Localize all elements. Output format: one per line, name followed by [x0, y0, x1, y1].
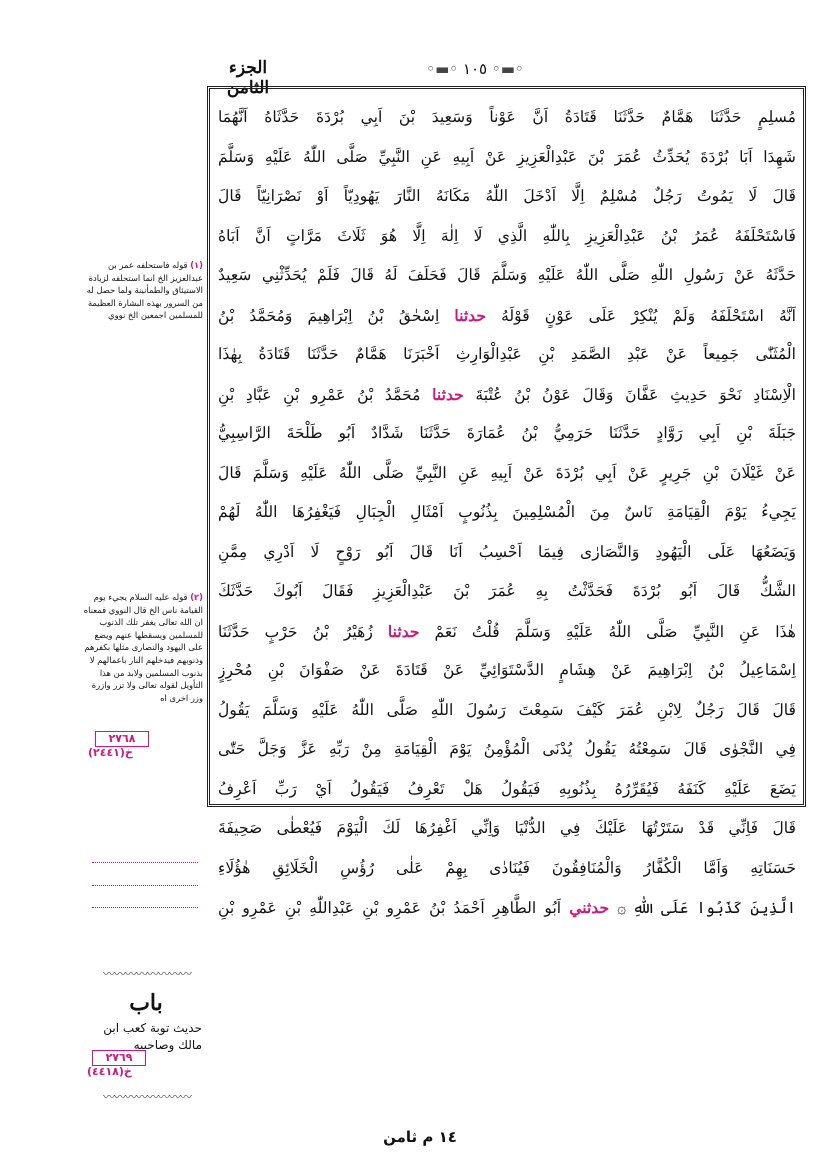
page-number — [420, 60, 530, 78]
text-line: عَنْ غَيْلَانَ بْنِ جَرِيرٍ عَنْ اَبِي بُرْدَةَ عَنْ اَبِيهِ عَنِ النَّبِيِّ صَلَّى اللّٰهُ عَلَيْهِ وَسَلَّمَ قَالَ — [218, 463, 796, 482]
wave-divider-icon: 〰〰〰〰〰〰〰〰 — [102, 967, 191, 981]
ornament-left-icon: ◦▬◦ — [491, 60, 524, 78]
main-text — [218, 98, 796, 917]
text-line: الشَّكُّ قَالَ اَبُو بُرْدَةَ فَحَدَّثْتُ بِهِ عُمَرَ بْنَ عَبْدِالْعَزِيزِ فَقَالَ اَبُوكَ حَدَّثَكَ — [218, 582, 796, 600]
bab-title: حديث توبة كعب ابن مالك وصاحبيه — [103, 1021, 202, 1052]
text-line: قَالَ قَالَ رَجُلٌ لِابْنِ عُمَرَ كَيْفَ سَمِعْتَ رَسُولَ اللّٰهِ صَلَّى اللّٰهُ عَلَيْهِ وَسَلَّمَ يَقُولُ — [218, 700, 796, 719]
text-line: وَيَضَعُهَا عَلَى الْيَهُودِ وَالنَّصَارٰى فِيمَا اَحْسِبُ اَنَا قَالَ اَبُو رَوْحٍ لَا اَدْرِي مِمَّنِ — [218, 542, 796, 561]
dotted-rule — [92, 862, 198, 863]
text-line: جَبَلَةَ بْنِ اَبِي رَوَّادٍ حَدَّثَنَا حَرَمِيُّ بْنُ عُمَارَةَ حَدَّثَنَا شَدَّادٌ اَبُو طَلْحَةَ الرَّاسِبِيُّ — [218, 424, 796, 442]
footnote-marker: (٢) — [190, 592, 203, 602]
text-line: اَنَّهُ اسْتَحْلَفَهُ وَلَمْ يُنْكِرْ عَلَى عَوْنٍ قَوْلَهُ حدثنا اِسْحٰقُ بْنُ اِبْرَاهِيمَ وَمُحَمَّدُ بْنُ — [218, 305, 796, 325]
bukhari-reference: خ(٢٤٤١) — [88, 746, 133, 759]
text-line: قَالَ لَا يَمُوتُ رَجُلٌ مُسْلِمٌ اِلَّا اَدْخَلَ اللّٰهُ مَكَانَهُ النَّارَ يَهُودِيّاً اَوْ نَصْرَانِيّاً قَالَ — [218, 187, 796, 205]
ornament-right-icon: ◦▬◦ — [426, 60, 459, 78]
text-line: قَالَ فَاِنِّي قَدْ سَتَرْتُهَا عَلَيْكَ فِي الدُّنْيَا وَاِنِّي اَغْفِرُهَا لَكَ الْيَوْمَ فَيُعْطٰى صَحِيفَةَ — [218, 819, 796, 837]
hadith-number-box: ٢٧٦٩ — [92, 1050, 146, 1066]
text-line: حَدَّثَهُ عَنْ رَسُولِ اللّٰهِ صَلَّى اللّٰهُ عَلَيْهِ وَسَلَّمَ قَالَ فَحَلَفَ لَهُ قَالَ فَلَمْ يُحَدِّثْنِي سَعِيدٌ — [218, 266, 796, 284]
wave-divider-icon: 〰〰〰〰〰〰〰〰 — [102, 1090, 191, 1104]
text-line: يَجِيءُ يَوْمَ الْقِيَامَةِ نَاسٌ مِنَ الْمُسْلِمِينَ بِذُنُوبٍ اَمْثَالِ الْجِبَالِ فَيَغْفِرُهَا اللّٰهُ لَهُمْ — [218, 503, 796, 521]
bab-heading: باب — [129, 990, 163, 1016]
text-line: فَاسْتَحْلَفَهُ عُمَرُ بْنُ عَبْدِالْعَزِيزِ بِاللّٰهِ الَّذِي لَا اِلٰهَ اِلَّا هُوَ ثَلَاثَ مَرَّاتٍ اَنَّ اَبَاهُ — [218, 226, 796, 245]
bukhari-reference: خ(٤٤١٨) — [87, 1065, 132, 1078]
margin-footnote-1 — [80, 259, 203, 322]
margin-footnote-2 — [80, 591, 203, 704]
haddathana-marker: حدثني — [569, 898, 610, 917]
text-line: حَسَنَاتِهِ وَاَمَّا الْكُفَّارُ وَالْمُنَافِقُونَ فَيُنَادٰى بِهِمْ عَلٰى رُؤُسِ الْخَلَائِقِ هٰؤُلَاءِ — [218, 858, 796, 877]
dotted-rule — [92, 885, 198, 886]
text-line: اِسْمَاعِيلُ بْنُ اِبْرَاهِيمَ عَنْ هِشَامٍ الدَّسْتَوَائِيِّ عَنْ قَتَادَةَ عَنْ صَفْوَانَ بْنِ مُحْرِزٍ — [218, 661, 796, 679]
text-line: هٰذَا عَنِ النَّبِيِّ صَلَّى اللّٰهُ عَلَيْهِ وَسَلَّمَ قُلْتُ نَعَمْ حدثنا زُهَيْرُ بْنُ حَرْبٍ حَدَّثَنَا — [218, 621, 796, 641]
hadith-number-box: ٢٧٦٨ — [95, 731, 149, 747]
text-line: الْمُثَنّٰى جَمِيعاً عَنْ عَبْدِ الصَّمَدِ بْنِ عَبْدِالْوَارِثِ اَخْبَرَنَا هَمَّامٌ حَدَّثَنَا قَتَادَةُ بِهٰذَا — [218, 345, 796, 363]
text-line: الْاِسْنَادِ نَحْوَ حَدِيثِ عَفَّانَ وَقَالَ عَوْنُ بْنُ عُتْبَةَ حدثنا مُحَمَّدُ بْنُ عَمْرِو بْنِ عَبَّادِ بْنِ — [218, 384, 796, 404]
haddathana-marker: حدثنا — [432, 384, 464, 404]
haddathana-marker: حدثنا — [387, 621, 420, 641]
volume-title: الجزء الثامن — [226, 58, 270, 98]
footnote-text: قوله عليه السلام يجيء يوم القيامة ناس الخ قال النووي فمعناه ان الله تعالى يغفر تلك الذنوب للمسلمين ويسقطها عنهم ويضع على اليهود والنصارى مثلها بكفرهم وذنوبهم فيدخلهم النار باعمالهم لا بذنوب المسلمين ولابد من هذا التأويل لقوله تعالى ولا تزر وازرة وزر اخرى اه — [83, 592, 203, 703]
text-line: مُسلِمٍ حَدَّثَنَا هَمَّامٌ حَدَّثَنَا قَتَادَةُ اَنَّ عَوْناً وَسَعِيدَ بْنَ اَبِي بُرْدَةَ حَدَّثَاهُ اَنَّهُمَا — [218, 108, 796, 126]
signature-mark: ١٤ م ثامن — [383, 1128, 457, 1146]
text-line: فِي النَّجْوٰى قَالَ سَمِعْتُهُ يَقُولُ يُدْنَى الْمُؤْمِنُ يَوْمَ الْقِيَامَةِ مِنْ رَبِّهِ عَزَّ وَجَلَّ حَتّٰى — [218, 740, 796, 758]
text-line: الَّذِينَ كَذَبُوا عَلَى اللّٰهِ ۞ حدثني اَبُو الطَّاهِرِ اَحْمَدُ بْنُ عَمْرِو بْنِ عَبْدِاللّٰهِ بْنِ عَمْرِو بْنِ — [218, 898, 796, 917]
text-line: يَضَعَ عَلَيْهِ كَنَفَهُ فَيُقَرِّرُهُ بِذُنُوبِهِ فَيَقُولُ هَلْ تَعْرِفُ فَيَقُولُ اَيْ رَبِّ اَعْرِفُ — [218, 779, 796, 798]
dotted-rule — [92, 907, 198, 908]
text-line: شَهِدَا اَبَا بُرْدَةَ يُحَدِّثُ عُمَرَ بْنَ عَبْدِالْعَزِيزِ عَنْ اَبِيهِ عَنِ النَّبِيِّ صَلَّى اللّٰهُ عَلَيْهِ وَسَلَّمَ — [218, 147, 796, 166]
footnote-marker: (١) — [190, 260, 203, 270]
page-number-value: ١٠٥ — [462, 60, 488, 78]
haddathana-marker: حدثنا — [454, 305, 486, 325]
footnote-text: قوله فاستحلفه عمر بن عبدالعزيز الخ انما استحلفه لزيادة الاستيثاق والطمأنينة ولما حصل له من السرور بهذه البشارة العظيمة للمسلمين اجمعين الخ نووي — [86, 260, 203, 321]
